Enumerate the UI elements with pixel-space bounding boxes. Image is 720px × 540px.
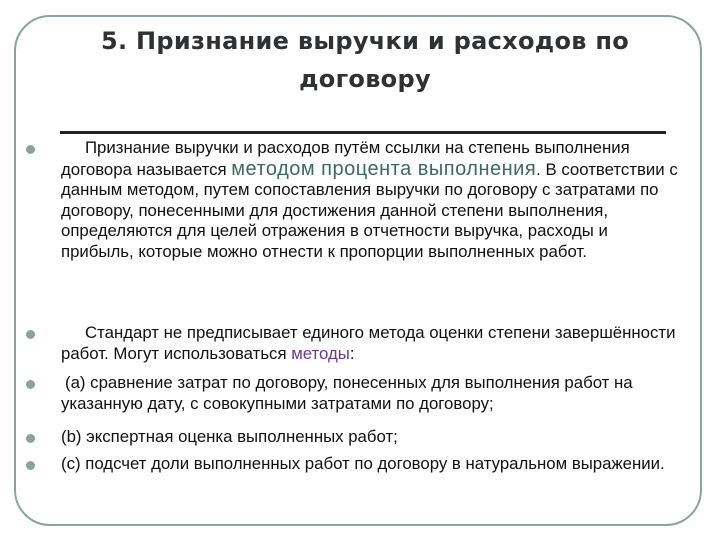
title-line-2: договору <box>299 65 431 93</box>
paragraph-2-text-b: : <box>349 343 355 363</box>
paragraph-4: (b) экспертная оценка выполненных работ; <box>61 427 398 446</box>
bullet-dot-icon <box>26 461 35 470</box>
paragraph-3: (а) сравнение затрат по договору, понесенных для выполнения работ на указанную дату, с совокупными затратами по договору; <box>61 373 633 413</box>
paragraph-2-text-a: Стандарт не предписывает единого метода оценки степени завершённости работ. Могут использоваться <box>61 323 676 363</box>
paragraph-2 <box>61 323 679 364</box>
bullet-dot-icon <box>26 330 35 339</box>
bullet-dot-icon <box>26 434 35 443</box>
bullet-dot-icon <box>26 145 35 154</box>
title-line-1: 5. Признание выручки и расходов по <box>100 27 630 55</box>
bullet-dot-icon <box>26 380 35 389</box>
paragraph-2-highlight: методы <box>291 343 350 363</box>
paragraph-1-highlight: методом процента выполнения <box>231 157 537 180</box>
paragraph-1 <box>61 138 679 262</box>
paragraph-1-text-a: Признание выручки и расходов путём ссылки на степень выполнения договора называется <box>61 138 630 179</box>
paragraph-1-text-b: . В соответствии с данным методом, путем сопоставления выручки по договору с затратами по договору, понесенными для достижения данной степени выполнения, определяются для целей отражения в отчетности выручка, расходы и прибыль, которые можно отнести к пропорции выполненных работ. <box>61 159 678 261</box>
paragraph-5: (c) подсчет доли выполненных работ по договору в натуральном выражении. <box>61 454 665 473</box>
